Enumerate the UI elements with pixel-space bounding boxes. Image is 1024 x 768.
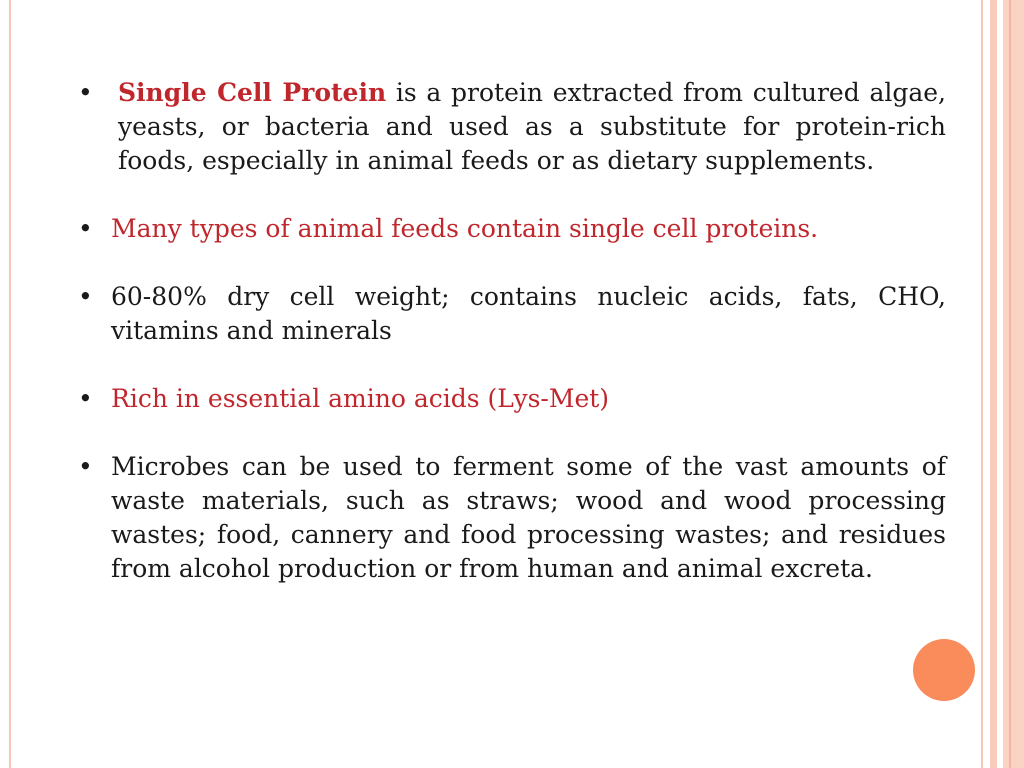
bullet-text: Rich in essential amino acids (Lys-Met) [111,384,610,413]
list-item [78,76,946,178]
bullet-symbol: • [78,78,93,107]
right-border-inner-line [1009,0,1011,768]
right-border-line-1 [981,0,983,768]
list-item [78,382,946,416]
right-border-band [1003,0,1024,768]
key-term: Single Cell Protein [118,78,387,107]
list-item [78,280,946,348]
bullet-text: 60-80% dry cell weight; contains nucleic acids, fats, CHO, vitamins and minerals [111,282,946,345]
list-item [78,212,946,246]
decorative-orange-circle [913,639,975,701]
bullet-text: Many types of animal feeds contain single cell proteins. [111,214,819,243]
bullet-symbol: • [78,214,93,243]
bullet-symbol: • [78,452,93,481]
left-border-line [9,0,11,768]
bullet-body: is a protein extracted from cultured algae, yeasts, or bacteria and used as a substitute for protein-rich foods, especially in animal feeds or as dietary supplements. [118,78,946,175]
bullet-text: Microbes can be used to ferment some of the vast amounts of waste materials, such as straws; wood and wood processing wastes; food, cannery and food processing wastes; and residues from alcohol production or from human and animal excreta. [111,452,946,583]
bullet-text [118,76,946,178]
list-item [78,450,946,586]
slide-content [78,76,946,620]
bullet-symbol: • [78,282,93,311]
bullet-symbol: • [78,384,93,413]
right-border-line-2 [990,0,997,768]
